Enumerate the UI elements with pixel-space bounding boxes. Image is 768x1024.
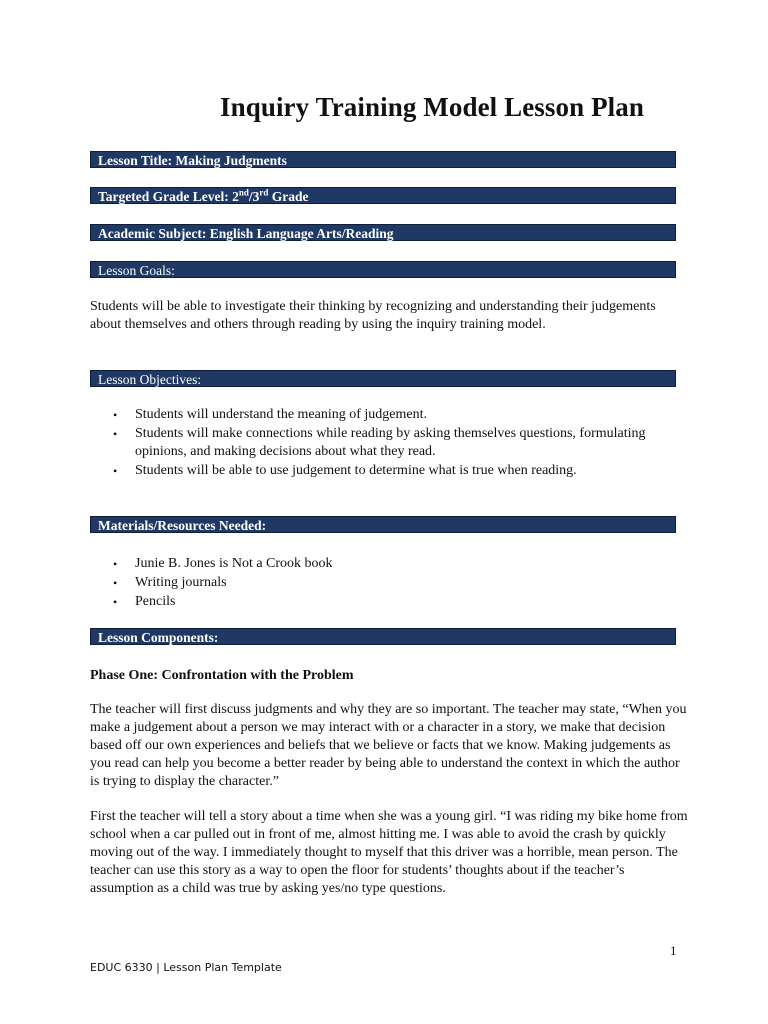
- list-item: • Students will understand the meaning of judgement.: [113, 407, 428, 422]
- bullet-icon: •: [113, 464, 118, 478]
- bullet-icon: •: [113, 576, 118, 590]
- materials-list: [90, 555, 690, 612]
- grade-level-sup-rd: rd: [259, 187, 269, 198]
- page-footer: EDUC 6330 | Lesson Plan Template: [90, 961, 282, 974]
- grade-level-tail: Grade: [268, 189, 309, 204]
- list-item: • Junie B. Jones is Not a Crook book: [113, 556, 333, 571]
- objectives-list: [90, 406, 690, 481]
- page-number: 1: [670, 943, 677, 958]
- phase-one-paragraph-2: First the teacher will tell a story about a time when she was a young girl. “I was riding my bike home from school when a car pulled out in front of me, almost hitting me. I was able to avoid the crash by quickly moving out of the way. I immediately thought to myself that this driver was a horrible, mean person. The teacher can use this story as a way to open the floor for students’ thoughts about if the teacher’s assumption as a child was true by asking yes/no type questions.: [90, 809, 688, 896]
- academic-subject-bar: Academic Subject: English Language Arts/Reading: [90, 224, 676, 241]
- grade-level-label: Targeted Grade Level: 2: [98, 189, 239, 204]
- list-item: • Pencils: [113, 594, 176, 609]
- bullet-icon: •: [113, 408, 118, 422]
- lesson-title-bar: Lesson Title: Making Judgments: [90, 151, 676, 168]
- bullet-icon: •: [113, 427, 118, 441]
- lesson-components-bar: Lesson Components:: [90, 628, 676, 645]
- bullet-icon: •: [113, 595, 118, 609]
- bullet-icon: •: [113, 557, 118, 571]
- grade-level-sup-nd: nd: [238, 187, 249, 198]
- list-item: • Writing journals: [113, 575, 227, 590]
- lesson-goals-text: Students will be able to investigate their thinking by recognizing and understanding their judgements about themselves and others through reading by using the inquiry training model.: [90, 299, 656, 332]
- phase-one-paragraph-1: The teacher will first discuss judgments and why they are so important. The teacher may state, “When you make a judgement about a person we may interact with or a character in a story, we make that decision based off our own experiences and beliefs that we believe or facts that we know. Making judgements as you read can help you become a better reader by being able to understand the context in which the author is trying to display the character.”: [90, 702, 687, 789]
- lesson-goals-bar: Lesson Goals:: [90, 261, 676, 278]
- list-item: • Students will make connections while reading by asking themselves questions, formulating opinions, and making decisions about what they read.: [113, 426, 646, 459]
- materials-bar: Materials/Resources Needed:: [90, 516, 676, 533]
- grade-level-mid: /3: [248, 189, 260, 204]
- list-item: • Students will be able to use judgement to determine what is true when reading.: [113, 463, 577, 478]
- phase-one-heading: Phase One: Confrontation with the Problem: [90, 668, 354, 683]
- grade-level-bar: [90, 187, 676, 204]
- lesson-objectives-bar: Lesson Objectives:: [90, 370, 676, 387]
- document-title: Inquiry Training Model Lesson Plan: [220, 92, 644, 122]
